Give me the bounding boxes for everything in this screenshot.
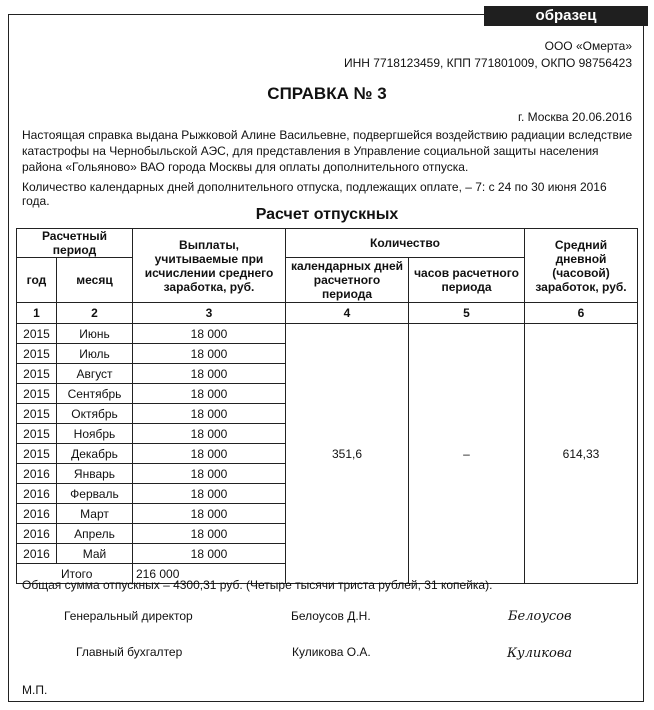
- accountant-title: Главный бухгалтер: [76, 645, 183, 659]
- cell-hours: –: [409, 324, 525, 584]
- header-period: Расчетный период: [17, 229, 133, 258]
- cell-month: Январь: [57, 464, 133, 484]
- document-title: СПРАВКА № 3: [267, 84, 387, 103]
- vacation-days-line: Количество календарных дней дополнительного отпуска, подлежащих оплате, – 7: с 24 по 30 июня 2016 года.: [22, 180, 607, 208]
- col-number: 1: [17, 303, 57, 324]
- cell-amount: 18 000: [133, 484, 286, 504]
- director-title: Генеральный директор: [64, 609, 193, 623]
- col-number: 3: [133, 303, 286, 324]
- cell-year: 2015: [17, 424, 57, 444]
- header-cal-days: календарных дней расчетного периода: [286, 258, 409, 303]
- cell-amount: 18 000: [133, 324, 286, 344]
- cell-year: 2016: [17, 544, 57, 564]
- cell-year: 2016: [17, 464, 57, 484]
- stamp-placeholder: М.П.: [22, 683, 48, 697]
- cell-year: 2015: [17, 384, 57, 404]
- organization-name: ООО «Омерта»: [544, 39, 632, 53]
- cell-year: 2015: [17, 364, 57, 384]
- cell-month: Апрель: [57, 524, 133, 544]
- cell-month: Март: [57, 504, 133, 524]
- header-hours: часов расчетного периода: [409, 258, 525, 303]
- cell-year: 2015: [17, 344, 57, 364]
- cell-cal-days: 351,6: [286, 324, 409, 584]
- header-payments: Выплаты, учитываемые при исчислении среднего заработка, руб.: [133, 229, 286, 303]
- cell-year: 2016: [17, 524, 57, 544]
- cell-month: Ноябрь: [57, 424, 133, 444]
- table-title: Расчет отпускных: [255, 206, 399, 223]
- cell-amount: 18 000: [133, 464, 286, 484]
- director-signature: Белоусов: [508, 609, 572, 624]
- cell-year: 2016: [17, 484, 57, 504]
- cell-amount: 18 000: [133, 344, 286, 364]
- cell-month: Июнь: [57, 324, 133, 344]
- cell-year: 2015: [17, 404, 57, 424]
- place-date: г. Москва 20.06.2016: [518, 110, 632, 124]
- cell-amount: 18 000: [133, 504, 286, 524]
- cell-month: Декабрь: [57, 444, 133, 464]
- cell-month: Май: [57, 544, 133, 564]
- body-text: Настоящая справка выдана Рыжковой Алине Васильевне, подвергшейся воздействию радиации вследствие катастрофы на Чернобыльской АЭС, для представления в Управление социальной защиты населения района «Гольяново» ВАО города Москвы для оплаты дополнительного отпуска.: [22, 128, 633, 174]
- header-quantity: Количество: [286, 229, 525, 258]
- sample-badge: образец: [484, 6, 648, 26]
- cell-year: 2016: [17, 504, 57, 524]
- director-name: Белоусов Д.Н.: [291, 609, 371, 623]
- total-label: Итого: [17, 564, 133, 584]
- col-number: 4: [286, 303, 409, 324]
- cell-avg-earnings: 614,33: [525, 324, 638, 584]
- col-number: 6: [525, 303, 638, 324]
- total-value: 216 000: [133, 564, 286, 584]
- table-row: [17, 324, 638, 344]
- col-number: 2: [57, 303, 133, 324]
- cell-amount: 18 000: [133, 444, 286, 464]
- organization-block: [344, 38, 632, 72]
- cell-amount: 18 000: [133, 384, 286, 404]
- header-avg-earnings: Средний дневной (часовой) заработок, руб.: [525, 229, 638, 303]
- col-number: 5: [409, 303, 525, 324]
- accountant-signature: Куликова: [507, 646, 573, 661]
- cell-year: 2015: [17, 444, 57, 464]
- cell-amount: 18 000: [133, 524, 286, 544]
- header-month: месяц: [57, 258, 133, 303]
- organization-codes: ИНН 7718123459, КПП 771801009, ОКПО 98756423: [343, 56, 632, 70]
- cell-month: Октябрь: [57, 404, 133, 424]
- header-year: год: [17, 258, 57, 303]
- cell-amount: 18 000: [133, 424, 286, 444]
- vacation-calc-table: [16, 228, 638, 584]
- total-amount-text: Общая сумма отпускных – 4300,31 руб. (Четыре тысячи триста рублей, 31 копейка).: [22, 578, 493, 592]
- accountant-name: Куликова О.А.: [292, 645, 371, 659]
- cell-amount: 18 000: [133, 364, 286, 384]
- cell-year: 2015: [17, 324, 57, 344]
- cell-month: Ферваль: [57, 484, 133, 504]
- cell-amount: 18 000: [133, 404, 286, 424]
- cell-month: Сентябрь: [57, 384, 133, 404]
- cell-month: Июль: [57, 344, 133, 364]
- cell-amount: 18 000: [133, 544, 286, 564]
- cell-month: Август: [57, 364, 133, 384]
